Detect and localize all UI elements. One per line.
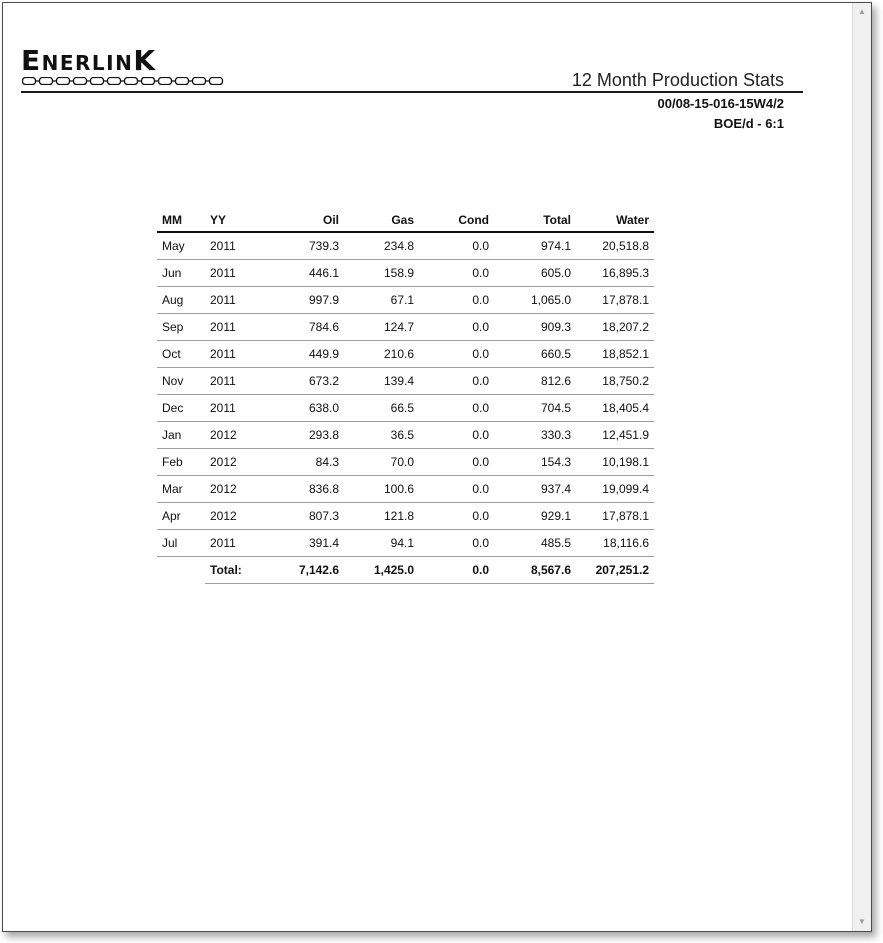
cell-month: May [157, 232, 205, 260]
cell-month: Jun [157, 260, 205, 287]
cell-oil: 84.3 [269, 449, 344, 476]
cell-oil: 807.3 [269, 503, 344, 530]
report-page [3, 3, 852, 931]
cell-water: 12,451.9 [576, 422, 654, 449]
cell-cond: 0.0 [419, 395, 494, 422]
cell-oil: 997.9 [269, 287, 344, 314]
cell-month: Apr [157, 503, 205, 530]
well-id: 00/08-15-016-15W4/2 [657, 96, 784, 111]
header-divider [21, 91, 803, 93]
cell-year: 2012 [205, 449, 269, 476]
cell-cond: 0.0 [419, 503, 494, 530]
totals-row [157, 557, 654, 584]
cell-gas: 158.9 [344, 260, 419, 287]
cell-cond: 0.0 [419, 368, 494, 395]
table-row [157, 260, 654, 287]
cell-water: 18,852.1 [576, 341, 654, 368]
cell-gas: 67.1 [344, 287, 419, 314]
cell-month: Aug [157, 287, 205, 314]
cell-cond: 0.0 [419, 232, 494, 260]
cell-year: 2011 [205, 287, 269, 314]
cell-total: 929.1 [494, 503, 576, 530]
cell-total: 485.5 [494, 530, 576, 557]
cell-cond: 0.0 [419, 287, 494, 314]
totals-spacer [157, 557, 205, 584]
production-stats-table [157, 209, 654, 584]
cell-total: 812.6 [494, 368, 576, 395]
total-oil: 7,142.6 [269, 557, 344, 584]
cell-water: 18,750.2 [576, 368, 654, 395]
cell-month: Mar [157, 476, 205, 503]
cell-gas: 70.0 [344, 449, 419, 476]
document-viewer [2, 2, 872, 932]
logo-wordmark: EnerlinK [21, 44, 157, 77]
cell-cond: 0.0 [419, 341, 494, 368]
cell-water: 10,198.1 [576, 449, 654, 476]
vertical-scrollbar[interactable] [852, 3, 871, 931]
cell-gas: 66.5 [344, 395, 419, 422]
cell-total: 704.5 [494, 395, 576, 422]
report-title: 12 Month Production Stats [571, 70, 784, 90]
cell-total: 330.3 [494, 422, 576, 449]
cell-total: 605.0 [494, 260, 576, 287]
cell-total: 909.3 [494, 314, 576, 341]
table-row [157, 232, 654, 260]
table-row [157, 287, 654, 314]
column-header-gas: Gas [344, 209, 419, 232]
cell-oil: 391.4 [269, 530, 344, 557]
cell-year: 2011 [205, 368, 269, 395]
cell-gas: 121.8 [344, 503, 419, 530]
cell-water: 17,878.1 [576, 287, 654, 314]
table-body [157, 232, 654, 557]
table-header-row [157, 209, 654, 232]
cell-water: 17,878.1 [576, 503, 654, 530]
cell-total: 154.3 [494, 449, 576, 476]
cell-gas: 94.1 [344, 530, 419, 557]
cell-year: 2011 [205, 395, 269, 422]
cell-month: Sep [157, 314, 205, 341]
cell-water: 19,099.4 [576, 476, 654, 503]
cell-gas: 100.6 [344, 476, 419, 503]
cell-water: 16,895.3 [576, 260, 654, 287]
cell-year: 2012 [205, 503, 269, 530]
cell-month: Jul [157, 530, 205, 557]
table-row [157, 368, 654, 395]
total-gas: 1,425.0 [344, 557, 419, 584]
table-row [157, 476, 654, 503]
cell-water: 20,518.8 [576, 232, 654, 260]
column-header-water: Water [576, 209, 654, 232]
cell-total: 974.1 [494, 232, 576, 260]
total-cond: 0.0 [419, 557, 494, 584]
table-row [157, 530, 654, 557]
cell-water: 18,207.2 [576, 314, 654, 341]
table-row [157, 314, 654, 341]
cell-water: 18,405.4 [576, 395, 654, 422]
company-logo [21, 46, 232, 92]
cell-total: 1,065.0 [494, 287, 576, 314]
table-row [157, 341, 654, 368]
cell-cond: 0.0 [419, 449, 494, 476]
cell-year: 2011 [205, 232, 269, 260]
cell-year: 2012 [205, 476, 269, 503]
column-header-cond: Cond [419, 209, 494, 232]
chain-icon [22, 77, 230, 85]
cell-gas: 139.4 [344, 368, 419, 395]
cell-cond: 0.0 [419, 476, 494, 503]
cell-cond: 0.0 [419, 530, 494, 557]
cell-oil: 836.8 [269, 476, 344, 503]
table-row [157, 395, 654, 422]
cell-month: Dec [157, 395, 205, 422]
cell-total: 660.5 [494, 341, 576, 368]
cell-cond: 0.0 [419, 422, 494, 449]
cell-water: 18,116.6 [576, 530, 654, 557]
cell-total: 937.4 [494, 476, 576, 503]
cell-year: 2011 [205, 314, 269, 341]
cell-year: 2011 [205, 260, 269, 287]
total-total: 8,567.6 [494, 557, 576, 584]
cell-cond: 0.0 [419, 260, 494, 287]
scroll-down-icon[interactable]: ▼ [858, 917, 866, 926]
cell-oil: 446.1 [269, 260, 344, 287]
cell-month: Oct [157, 341, 205, 368]
cell-year: 2011 [205, 341, 269, 368]
cell-oil: 784.6 [269, 314, 344, 341]
cell-oil: 293.8 [269, 422, 344, 449]
totals-label: Total: [205, 557, 269, 584]
scroll-up-icon[interactable]: ▲ [858, 7, 866, 16]
cell-month: Feb [157, 449, 205, 476]
cell-oil: 449.9 [269, 341, 344, 368]
boe-label: BOE/d - 6:1 [713, 116, 784, 131]
cell-gas: 36.5 [344, 422, 419, 449]
cell-oil: 673.2 [269, 368, 344, 395]
table-row [157, 503, 654, 530]
cell-year: 2011 [205, 530, 269, 557]
column-header-mm: MM [157, 209, 205, 232]
total-water: 207,251.2 [576, 557, 654, 584]
cell-gas: 124.7 [344, 314, 419, 341]
cell-year: 2012 [205, 422, 269, 449]
cell-cond: 0.0 [419, 314, 494, 341]
table-row [157, 449, 654, 476]
cell-oil: 739.3 [269, 232, 344, 260]
cell-month: Nov [157, 368, 205, 395]
table-row [157, 422, 654, 449]
column-header-yy: YY [205, 209, 269, 232]
cell-gas: 210.6 [344, 341, 419, 368]
cell-oil: 638.0 [269, 395, 344, 422]
column-header-total: Total [494, 209, 576, 232]
column-header-oil: Oil [269, 209, 344, 232]
cell-month: Jan [157, 422, 205, 449]
cell-gas: 234.8 [344, 232, 419, 260]
